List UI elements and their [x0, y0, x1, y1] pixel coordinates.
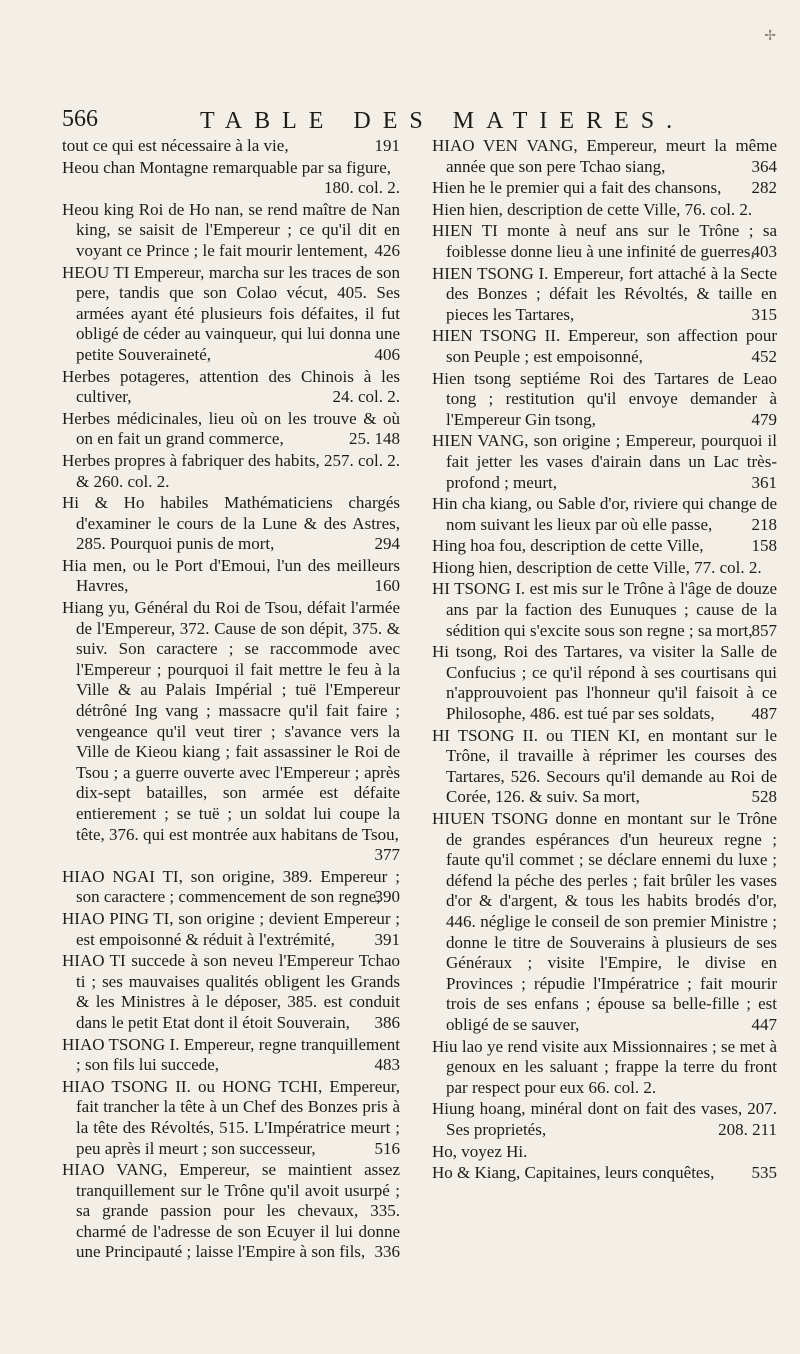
entry-text: Heou king Roi de Ho nan, se rend maître de Nan king, se saisit de l'Empereur ; ce qu'il dit en voyant ce Prince ; le fait mourir lentement, [62, 199, 400, 260]
entry-text: Hin cha kiang, ou Sable d'or, riviere qui change de nom suivant les lieux par où elle passe, [432, 494, 777, 534]
index-entry [62, 136, 400, 157]
entry-text: Hiu lao ye rend visite aux Missionnaires ; se met à genoux en les saluant ; frappe la terre du front par respect pour eux 66. col. 2. [432, 1036, 777, 1097]
index-column-left [62, 136, 400, 1264]
entry-page-ref: 479 [751, 409, 777, 429]
index-entry [432, 1163, 777, 1184]
entry-text: Hien he le premier qui a fait des chansons, [432, 178, 722, 198]
entry-page-ref: 160 [374, 576, 400, 596]
running-title: TABLE DES MATIERES. [200, 108, 685, 134]
index-entry [432, 369, 777, 431]
corner-mark: ✢ [764, 28, 776, 44]
index-entry [62, 263, 400, 366]
index-entry [62, 200, 400, 262]
entry-text: HIEN VANG, son origine ; Empereur, pourquoi il fait jetter les vases d'airain dans un Lac très-profond ; meurt, [432, 431, 777, 492]
index-entry [62, 1035, 400, 1076]
index-entry [432, 642, 777, 724]
entry-page-ref: 158 [751, 536, 777, 556]
entry-text: HEOU TI Empereur, marcha sur les traces de son pere, tandis que son Colao vécut, 405. Ses armées ayant été plusieurs fois défaites, il fut obligé de céder au vainqueur, qui lui donna une petite Souveraineté, [62, 262, 400, 364]
entry-text: HIAO NGAI TI, son origine, 389. Empereur ; son caractere ; commencement de son regne, [62, 866, 400, 907]
index-entry [432, 726, 777, 808]
entry-page-ref: 516 [374, 1138, 400, 1158]
index-entry [62, 556, 400, 597]
entry-text: Hien hien, description de cette Ville, 76. col. 2. [432, 199, 753, 219]
entry-page-ref: 361 [751, 472, 777, 492]
index-column-right [432, 136, 777, 1185]
index-entry [62, 951, 400, 1033]
index-entry [62, 158, 400, 199]
entry-text: tout ce qui est nécessaire à la vie, [62, 136, 289, 155]
entry-text: Hi tsong, Roi des Tartares, va visiter la Salle de Confucius ; ce qu'il répond à ses courtisans qui n'approuvoient pas l'honneur qu'il faisoit à ce Philosophe, 486. est tué par ses soldats, [432, 642, 777, 724]
index-entry [432, 536, 777, 557]
entry-page-ref: 390 [374, 887, 400, 907]
index-entry [62, 1160, 400, 1263]
entry-page-ref: 377 [374, 845, 400, 865]
entry-page-ref: 535 [751, 1163, 777, 1183]
index-entry [432, 579, 777, 641]
entry-page-ref: 180. col. 2. [323, 178, 400, 198]
index-entry [62, 451, 400, 492]
entry-text: Hiang yu, Général du Roi de Tsou, défait l'armée de l'Empereur, 372. Cause de son dépit, 375. & suiv. Son caractere ; se raccommode avec l'Empereur ; pourquoi il fait mettre le feu à la Ville & au Palais Impérial ; tuë l'Empereur détrôné Ing vang ; massacre qu'il fait faire ; vengeance qu'il veut tirer ; s'avance vers la Ville de Kieou kiang ; fait assassiner le Roi de Tsou ; a guerre ouverte avec l'Empereur ; après dix-sept batailles, son armée est défaite entierement ; se tuë ; un soldat lui coupe la tête, 376. qui est montrée aux habitans de Tsou, [62, 598, 400, 844]
entry-page-ref: 403 [751, 241, 777, 261]
entry-text: Heou chan Montagne remarquable par sa figure, [62, 157, 392, 177]
entry-page-ref: 208. 211 [718, 1119, 777, 1139]
index-entry [62, 367, 400, 408]
entry-text: Hiong hien, description de cette Ville, 77. col. 2. [432, 557, 762, 577]
entry-page-ref: 282 [751, 178, 777, 198]
index-entry [432, 200, 777, 221]
entry-text: HIAO VANG, Empereur, se maintient assez tranquillement sur le Trône qu'il avoit usurpé ; sa grande passion pour les chevaux, 335. charmé de l'adresse de son Ecuyer il lui donne une Principauté ; laisse l'Empire à son fils, [62, 1160, 400, 1262]
entry-text: HI TSONG II. ou TIEN KI, en montant sur le Trône, il travaille à réprimer les courses des Tartares, 526. Secours qu'il demande au Roi de Corée, 126. & suiv. Sa mort, [432, 725, 777, 807]
index-entry [432, 136, 777, 177]
entry-text: HIEN TSONG II. Empereur, son affection pour son Peuple ; est empoisonné, [432, 326, 777, 366]
entry-text: HIAO PING TI, son origine ; devient Empereur ; est empoisonné & réduit à l'extrémité, [62, 908, 400, 949]
index-entry [432, 1142, 777, 1163]
entry-text: Ho, voyez Hi. [432, 1141, 528, 1161]
entry-text: Hia men, ou le Port d'Emoui, l'un des meilleurs Havres, [62, 555, 400, 596]
index-entry [432, 809, 777, 1036]
entry-text: Herbes médicinales, lieu où on les trouve & où on en fait un grand commerce, [62, 408, 400, 449]
index-entry [432, 431, 777, 493]
entry-page-ref: 294 [374, 534, 400, 554]
entry-text: HIAO TSONG I. Empereur, regne tranquillement ; son fils lui succede, [62, 1034, 400, 1075]
entry-page-ref: 25. 148 [349, 429, 400, 449]
entry-text: HI TSONG I. est mis sur le Trône à l'âge de douze ans par la faction des Eunuques ; cause de la sédition qui s'excite sous son regne ; sa mort, [432, 579, 777, 640]
entry-page-ref: 364 [751, 156, 777, 176]
page-header [62, 106, 760, 140]
entry-text: Hing hoa fou, description de cette Ville, [432, 536, 704, 556]
index-entry [432, 1037, 777, 1099]
entry-text: HIEN TI monte à neuf ans sur le Trône ; sa foiblesse donne lieu à une infinité de guerres, [432, 221, 777, 261]
entry-page-ref: 386 [374, 1012, 400, 1032]
index-entry [62, 409, 400, 450]
entry-page-ref: 483 [374, 1055, 400, 1075]
entry-page-ref: 336 [374, 1242, 400, 1262]
entry-page-ref: 528 [751, 787, 777, 807]
entry-page-ref: 487 [751, 704, 777, 724]
index-entry [62, 909, 400, 950]
entry-page-ref: 452 [751, 346, 777, 366]
index-entry [432, 178, 777, 199]
entry-text: HIAO VEN VANG, Empereur, meurt la même année que son pere Tchao siang, [432, 136, 777, 176]
entry-page-ref: 191 [374, 136, 400, 155]
entry-text: HIAO TSONG II. ou HONG TCHI, Empereur, fait trancher la tête à un Chef des Bonzes pris à la tête des Révoltés, 515. L'Impératrice meurt ; peu après il meurt ; son successeur, [62, 1076, 400, 1158]
entry-page-ref: 24. col. 2. [332, 387, 400, 407]
entry-page-ref: 406 [374, 344, 400, 364]
index-entry [62, 867, 400, 908]
index-entry [62, 493, 400, 555]
entry-text: Hiung hoang, minéral dont on fait des vases, 207. Ses proprietés, [432, 1099, 777, 1139]
entry-text: HIUEN TSONG donne en montant sur le Trône de grandes espérances d'un heureux regne ; faute qu'il commet ; se déclare ennemi du luxe ; défend la péche des perles ; fait brûler les vases d'or & d'argent, & tous les habits brodés d'or, 446. néglige le conseil de son premier Ministre ; donne le titre de Souverains à plusieurs de ses Généraux ; visite l'Empire, le divise en Provinces ; répudie l'Impératrice ; fait mourir trois de ses enfans ; épouse sa belle-fille ; est obligé de se sauver, [432, 809, 777, 1034]
entry-page-ref: 218 [751, 514, 777, 534]
index-entry [432, 1099, 777, 1140]
entry-text: Ho & Kiang, Capitaines, leurs conquêtes, [432, 1163, 715, 1183]
entry-text: Hien tsong septiéme Roi des Tartares de Leao tong ; restitution qu'il envoye demander à l'Empereur Gin tsong, [432, 368, 777, 429]
entry-page-ref: 426 [374, 240, 400, 260]
entry-page-ref: 447 [751, 1014, 777, 1034]
entry-text: HIEN TSONG I. Empereur, fort attaché à la Secte des Bonzes ; défait les Révoltés, & taille en pieces les Tartares, [432, 263, 777, 324]
index-entry [432, 494, 777, 535]
entry-page-ref: 391 [374, 929, 400, 949]
index-entry [432, 326, 777, 367]
entry-page-ref: 315 [751, 304, 777, 324]
entry-text: Herbes propres à fabriquer des habits, 257. col. 2. & 260. col. 2. [62, 450, 401, 491]
index-entry [62, 598, 400, 866]
entry-page-ref: 857 [751, 620, 777, 640]
index-entry [432, 221, 777, 262]
entry-text: Herbes potageres, attention des Chinois à les cultiver, [62, 366, 400, 407]
entry-text: HIAO TI succede à son neveu l'Empereur Tchao ti ; ses mauvaises qualités obligent les Grands & les Ministres à le déposer, 385. est conduit dans le petit Etat dont il étoit Souverain, [62, 951, 400, 1032]
entry-text: Hi & Ho habiles Mathématiciens chargés d'examiner le cours de la Lune & des Astres, 285. Pourquoi punis de mort, [62, 493, 400, 554]
index-entry [432, 558, 777, 579]
page-number: 566 [62, 106, 98, 132]
index-entry [62, 1077, 400, 1159]
index-entry [432, 264, 777, 326]
